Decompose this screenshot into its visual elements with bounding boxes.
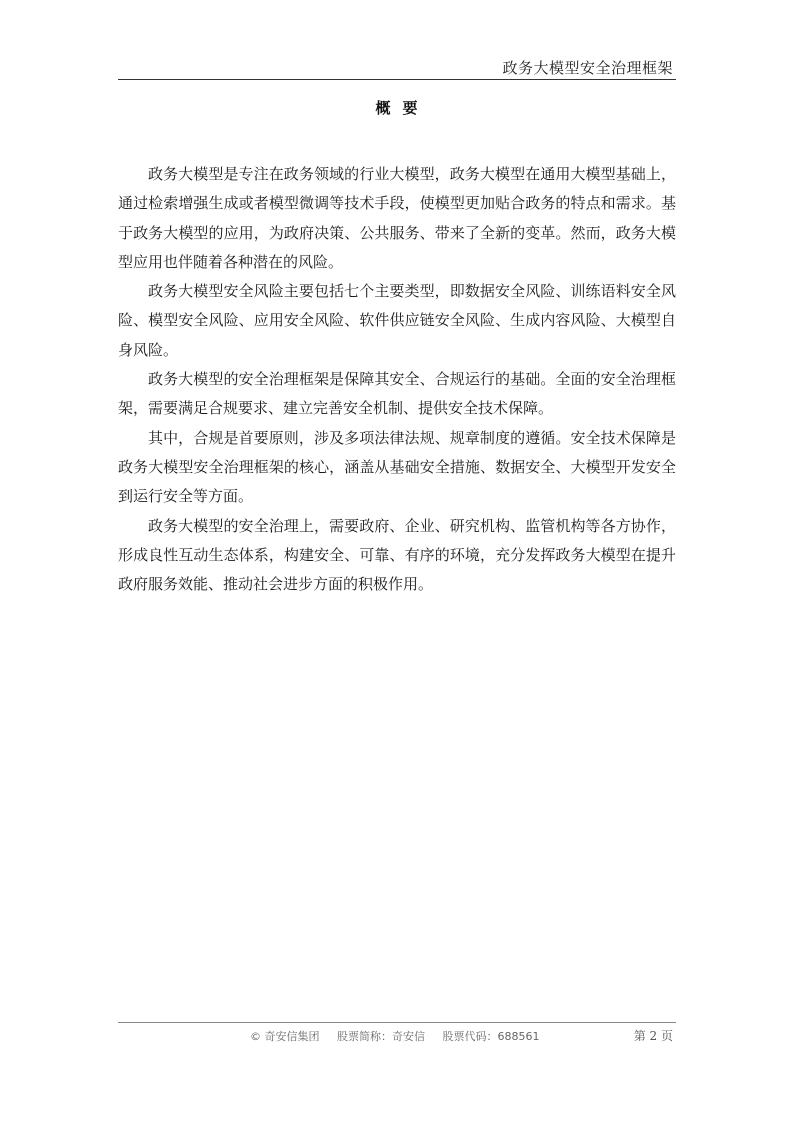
footer-company-info bbox=[250, 1028, 540, 1044]
header-divider bbox=[118, 79, 676, 80]
paragraph: 政务大模型是专注在政务领域的行业大模型，政务大模型在通用大模型基础上，通过检索增强生成或者模型微调等技术手段，使模型更加贴合政务的特点和需求。基于政务大模型的应用，为政府决策、公共服务、带来了全新的变革。然而，政务大模型应用也伴随着各种潜在的风险。 bbox=[118, 165, 676, 271]
paragraph: 政务大模型的安全治理上，需要政府、企业、研究机构、监管机构等各方协作，形成良性互动生态体系，构建安全、可靠、有序的环境，充分发挥政务大模型在提升政府服务效能、推动社会进步方面的积极作用。 bbox=[118, 516, 676, 594]
paragraph: 其中，合规是首要原则，涉及多项法律法规、规章制度的遵循。安全技术保障是政务大模型安全治理框架的核心，涵盖从基础安全措施、数据安全、大模型开发安全到运行安全等方面。 bbox=[118, 428, 676, 506]
section-title: 概要 bbox=[375, 99, 430, 117]
footer-divider bbox=[118, 1022, 676, 1023]
footer-copyright: © 奇安信集团 bbox=[250, 1030, 320, 1043]
running-header-title: 政务大模型安全治理框架 bbox=[502, 59, 673, 77]
paragraph: 政务大模型的安全治理框架是保障其安全、合规运行的基础。全面的安全治理框架，需要满足合规要求、建立完善安全机制、提供安全技术保障。 bbox=[118, 370, 676, 418]
paragraph: 政务大模型安全风险主要包括七个主要类型，即数据安全风险、训练语料安全风险、模型安全风险、应用安全风险、软件供应链安全风险、生成内容风险、大模型自身风险。 bbox=[118, 282, 676, 359]
footer-stock-code: 股票代码：688561 bbox=[442, 1030, 540, 1043]
page-number: 第 2 页 bbox=[633, 1029, 673, 1043]
body-text bbox=[118, 160, 676, 599]
footer-stock-name: 股票简称：奇安信 bbox=[337, 1030, 425, 1043]
